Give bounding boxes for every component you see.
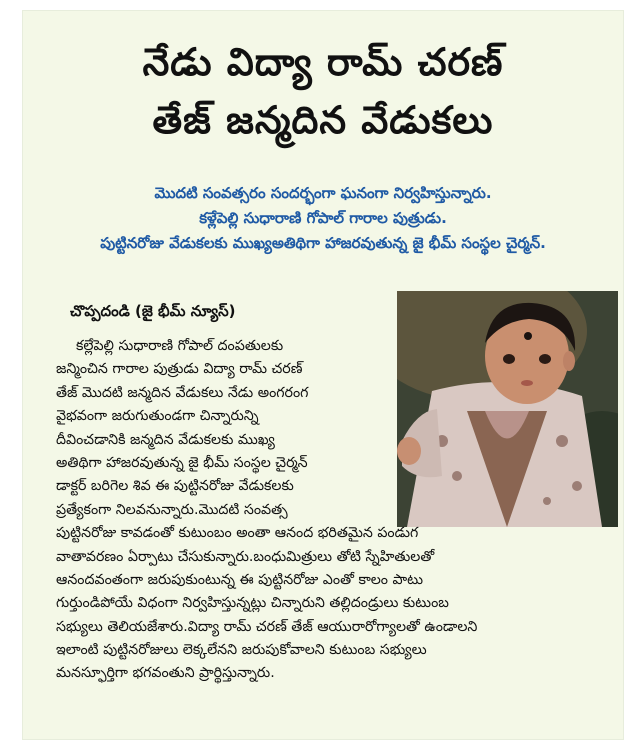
- article-line: ఆనందవంతంగా జరుపుకుంటున్న ఈ పుట్టినరోజు ఎంతో కాలం పాటు: [56, 571, 423, 588]
- subheading-3: పుట్టినరోజు వేడుకలకు ముఖ్యఅతిథిగా హాజరవుతున్న జై భీమ్ సంస్థల చైర్మన్.: [100, 234, 546, 252]
- article-line: సభ్యులు తెలియజేశారు.విద్యా రామ్ చరణ్ తేజ్ ఆయురారోగ్యాలతో ఉండాలని: [56, 618, 478, 635]
- article-line: దీవించడానికి జన్మదిన వేడుకలకు ముఖ్య: [56, 431, 275, 448]
- newspaper-clipping: [22, 10, 624, 740]
- article-body: [56, 335, 623, 686]
- article-line: పుట్టినరోజు కావడంతో కుటుంబం అంతా ఆనంద భరితమైన పండుగ: [56, 525, 419, 542]
- article-line: జన్మించిన గారాల పుత్రుడు విద్యా రామ్ చరణ్: [56, 361, 303, 378]
- dateline: చొప్పదండి (జై భీమ్ న్యూస్): [70, 302, 236, 320]
- headline-line-1: నేడు విద్యా రామ్ చరణ్: [142, 40, 504, 84]
- subheading-1: మొదటి సంవత్సరం సందర్భంగా ఘనంగా నిర్వహిస్తున్నారు.: [154, 184, 492, 202]
- subheadings: [22, 181, 624, 256]
- headline-line-2: తేజ్ జన్మదిన వేడుకలు: [152, 98, 494, 142]
- article-line: తేజ్ మొదటి జన్మదిన వేడుకలు నేడు అంగరంగ: [56, 384, 309, 401]
- article-line: ప్రత్యేకంగా నిలవనున్నారు.మొదటి సంవత్స: [56, 501, 288, 518]
- article-line: మనస్ఫూర్తిగా భగవంతుని ప్రార్థిస్తున్నారు.: [56, 665, 275, 682]
- headline: [22, 33, 624, 149]
- article-line: అతిథిగా హాజరవుతున్న జై భీమ్ సంస్థల చైర్మన్: [56, 454, 308, 471]
- article-line: వాతావరణం ఏర్పాటు చేసుకున్నారు.బంధుమిత్రులు తోటి స్నేహితులతో: [56, 548, 435, 565]
- article-line: గుర్తుండిపోయే విధంగా నిర్వహిస్తున్నట్లు చిన్నారుని తల్లిదండ్రులు కుటుంబ: [56, 595, 449, 612]
- article-line: వైభవంగా జరుగుతుండగా చిన్నారున్ని: [56, 408, 259, 425]
- subheading-2: కళ్లేపెల్లి సుధారాణి గోపాల్ గారాల పుత్రుడు.: [199, 209, 447, 227]
- article-line: డాక్టర్ బరిగెల శివ ఈ పుట్టినరోజు వేడుకలకు: [56, 478, 294, 495]
- article-line: కల్లేపెల్లి సుధారాణి గోపాల్ దంపతులకు: [76, 338, 284, 354]
- article-line: ఇలాంటి పుట్టినరోజులు లెక్కలేనని జరుపుకోవాలని కుటుంబ సభ్యులు: [56, 642, 427, 659]
